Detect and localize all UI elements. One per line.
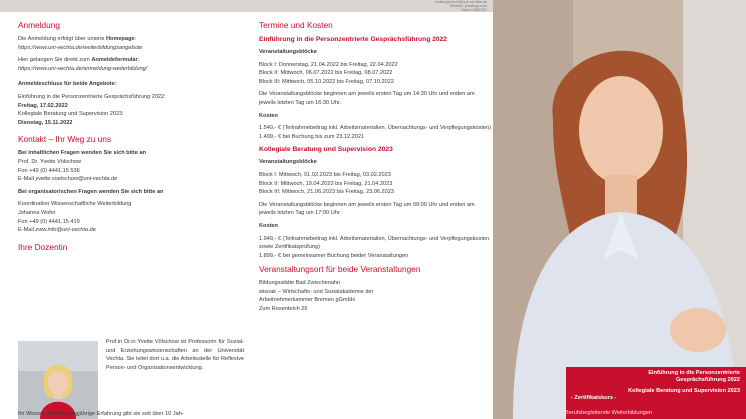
cover-title-line1: Einführung in die Personzentrierte: [648, 370, 740, 376]
intro-prefix: Die Anmeldung erfolgt über unsere: [18, 36, 107, 42]
deadline-course2-label: Kollegiale Beratung und Supervision 2023:: [18, 111, 124, 118]
course2-title: Kollegiale Beratung und Supervision 2023: [259, 146, 393, 154]
form-prefix: Hier gelangen Sie direkt zum: [18, 57, 92, 64]
content-contact-name: Prof. Dr. Yvette Völschow: [18, 158, 82, 165]
credit-line: Titelbild: pixabay.com: [448, 3, 487, 8]
lecturer-photo: [18, 341, 98, 419]
org-contact-phone: Fon +49 (0) 4441.15 419: [18, 218, 80, 225]
org-contact-unit: Koordination Wissenschaftliche Weiterbildung: [18, 201, 132, 208]
homepage-link[interactable]: Homepage: [106, 36, 135, 42]
org-contact-heading: Bei organisatorischen Fragen wenden Sie sich bitte an: [18, 188, 164, 195]
org-contact-name: Johanna Wohn: [18, 209, 56, 216]
cover-tagline: Berufsbegleitende Weiterbildungen: [565, 410, 652, 416]
course1-block: Block II: Mittwoch, 06.07.2022 bis Freitag, 08.07.2022: [259, 70, 393, 77]
org-contact-email-line: [18, 226, 244, 235]
ort-line: Arbeitnehmerkammer Bremen gGmbH: [259, 297, 355, 304]
bio-text: Prof.in Dr.in Yvette Völschow ist Professorin für Sozial- und Erziehungswissenschaften an der Universität Vechta. Sie leitet dort u.a. die Arbeitsstelle für Reflexive Person- und Organisationsentwicklung.: [106, 339, 244, 371]
top-image-strip: [0, 0, 493, 12]
course2-block: Block I: Mittwoch, 01.02.2023 bis Freitag, 03.02.2023: [259, 171, 391, 178]
credit-line: hebergement@uni-vechta.de: [435, 0, 487, 4]
email-prefix: E-Mail: [18, 227, 36, 234]
deadline-heading: Anmeldeschluss für beide Angebote:: [18, 81, 117, 88]
course1-block: Block I: Donnerstag, 21.04.2022 bis Freitag, 22.04.2022: [259, 61, 398, 68]
course2-times: Die Veranstaltungsblöcke beginnen am jeweils ersten Tag um 09:00 Uhr und enden am jeweils letzten Tag um 17:00 Uhr.: [259, 201, 475, 217]
anmeldung-intro: [18, 35, 244, 44]
dozentin-heading: Ihre Dozentin: [18, 241, 68, 252]
left-column: [18, 20, 244, 253]
course2-block: Block II: Mittwoch, 19.04.2023 bis Freitag, 21.04.2023: [259, 180, 393, 187]
ort-line: wisoak – Wirtschafts- und Sozialakademie der: [259, 288, 374, 295]
content-contact-email-line: [18, 175, 244, 184]
course2-cost-heading: Kosten: [259, 222, 278, 229]
course2-cost1: 1.949,- € (Teilnahmebeitrag inkl. Arbeitsmaterialien, Übernachtungs- und Verpflegungskosten sowie Zertifikatsprüfung): [259, 235, 490, 251]
middle-column: [259, 20, 491, 314]
org-contact-email[interactable]: zww.info@uni-vechta.de: [35, 227, 96, 234]
course1-cost2: 1.499,- € bei Buchung bis zum 23.12.2021: [259, 133, 365, 140]
course1-cost1: 1.549,- € (Teilnahmebeitrag inkl. Arbeitsmaterialien, Übernachtungs- und Verpflegungskosten): [259, 125, 491, 132]
course1-cost-heading: Kosten: [259, 112, 278, 119]
cover-photo: [493, 0, 746, 419]
woman-photo-icon: [493, 0, 746, 419]
deadline-course1-label: Einführung in die Personzentrierte Gesprächsführung 2022:: [18, 93, 166, 100]
ort-line: Zum Rosenteich 26: [259, 306, 308, 313]
ort-heading: Veranstaltungsort für beide Veranstaltungen: [259, 264, 421, 275]
course2-cost2: 1.899,- € bei gemeinsamer Buchung beider Veranstaltungen: [259, 252, 409, 259]
termine-heading: Termine und Kosten: [259, 20, 333, 30]
course2-block: Block III: Mittwoch, 21.06.2023 bis Freitag, 23.06.2023: [259, 189, 394, 196]
homepage-url[interactable]: https://www.uni-vechta.de/weiterbildungsangebote: [18, 44, 143, 51]
content-contact-heading: Bei inhaltlichen Fragen wenden Sie sich bitte an: [18, 150, 147, 157]
form-intro: [18, 56, 244, 65]
cover-subtitle: - Zertifikatskurs -: [571, 395, 617, 401]
content-contact-phone: Fon +49 (0) 4441.15 536: [18, 167, 80, 174]
image-credit: [427, 0, 487, 12]
lecturer-bio: [106, 338, 244, 372]
cover-title-line2: Gesprächsführung 2022: [675, 377, 740, 383]
intro-suffix: :: [134, 36, 137, 42]
course1-block: Block III: Mittwoch, 05.10.2022 bis Freitag, 07.10.2022: [259, 78, 394, 85]
credit-line: Stand 08/2022: [460, 7, 487, 12]
course1-title: Einführung in die Personzentrierte Gesprächsführung 2022: [259, 36, 448, 43]
lecturer-portrait-icon: [18, 341, 98, 419]
form-url[interactable]: https://www.uni-vechta.de/anmeldung-weiterbildung/: [18, 65, 148, 72]
course1-blocks-heading: Veranstaltungsblöcke: [259, 49, 317, 55]
form-link[interactable]: Anmeldeformular: [91, 57, 138, 64]
email-prefix: E-Mail: [18, 176, 36, 183]
bio-continuation: Ihr Wissen und ihre langjährige Erfahrung gibt sie seit über 10 Jah-: [18, 411, 184, 417]
cover-title-line3: Kollegiale Beratung und Supervision 2023: [628, 388, 740, 394]
deadline-course1-date: Freitag, 17.02.2022: [18, 102, 68, 109]
kontakt-heading: Kontakt – Ihr Weg zu uns: [18, 134, 112, 145]
course2-blocks-heading: Veranstaltungsblöcke: [259, 159, 317, 166]
course1-times: Die Veranstaltungsblöcke beginnen am jeweils ersten Tag um 14:30 Uhr und enden am jeweils letzten Tag um 16:30 Uhr.: [259, 91, 475, 106]
deadline-course2-date: Dienstag, 15.11.2022: [18, 119, 73, 126]
form-suffix: :: [137, 57, 140, 64]
ort-line: Bildungsstätte Bad Zwischenahn: [259, 280, 341, 287]
content-contact-email[interactable]: yvette.voelschow@uni-vechta.de: [35, 176, 118, 183]
anmeldung-heading: Anmeldung: [18, 20, 60, 30]
